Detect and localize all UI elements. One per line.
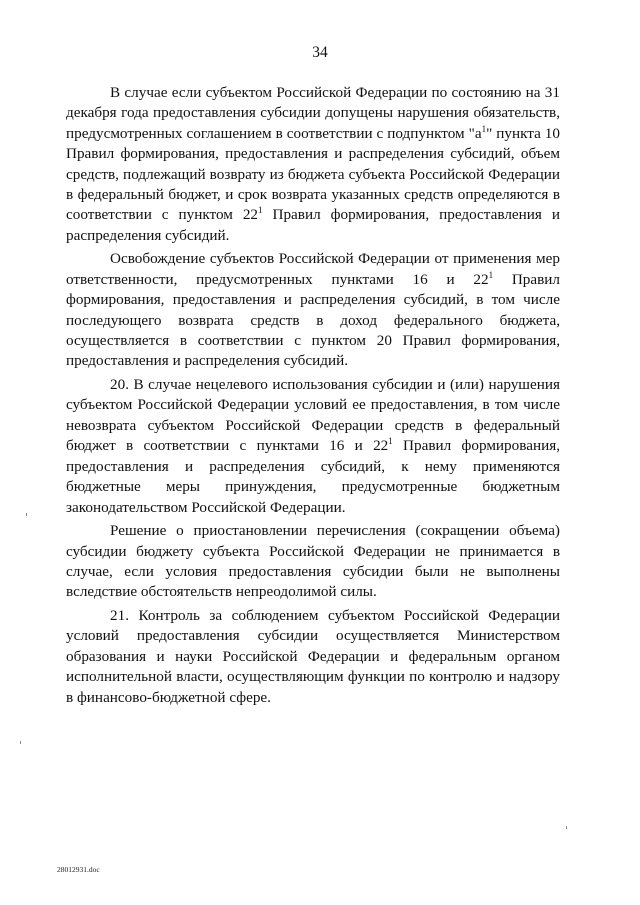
footer-file-name: 28012931.doc <box>57 865 100 874</box>
scan-mark-left-lower <box>20 741 21 744</box>
paragraph-suspension-decision: Решение о приостановлении перечисления (сокращении объема) субсидии бюджету субъекта Российской Федерации не принимается в случае, если условия предоставления субсидии были не выполнены вследствие обстоятельств непреодолимой силы. <box>66 522 560 601</box>
paragraph-item-20: 20. В случае нецелевого использования субсидии и (или) нарушения субъектом Российской Федерации условий ее предоставления, в том числе невозврата субъектом Российской Федерации средств в федеральный бюджет в соответствии с пунктами 16 и $22^1$ Правил формирования, предоставления и распределения субсидий, к нему применяются бюджетные меры принуждения, предусмотренные бюджетным законодательством Российской Федерации. <box>66 376 560 516</box>
paragraph-violation-return: В случае если субъектом Российской Федерации по состоянию на 31 декабря года предоставления субсидии допущены нарушения обязательств, предусмотренных соглашением в соответствии с подпунктом "$а^1$" пункта 10 Правил формирования, предоставления и распределения субсидий, объем средств, подлежащий возврату из бюджета субъекта Российской Федерации в федеральный бюджет, и срок возврата указанных средств определяются в соответствии с пунктом $22^1$ Правил формирования, предоставления и распределения субсидий. <box>66 84 560 244</box>
scan-mark-left <box>26 513 27 516</box>
page-number: 34 <box>312 44 328 61</box>
paragraph-item-21: 21. Контроль за соблюдением субъектом Российской Федерации условий предоставления субсидии осуществляется Министерством образования и науки Российской Федерации и федеральным органом исполнительной власти, осуществляющим функции по контролю и надзору в финансово-бюджетной сфере. <box>66 606 560 706</box>
document-body <box>66 83 560 711</box>
paragraph-exemption: Освобождение субъектов Российской Федерации от применения мер ответственности, предусмотренных пунктами 16 и $22^1$ Правил формирования, предоставления и распределения субсидий, в том числе последующего возврата средств в доход федерального бюджета, осуществляется в соответствии с пунктом 20 Правил формирования, предоставления и распределения субсидий. <box>66 250 560 370</box>
scan-mark-right <box>566 826 567 829</box>
